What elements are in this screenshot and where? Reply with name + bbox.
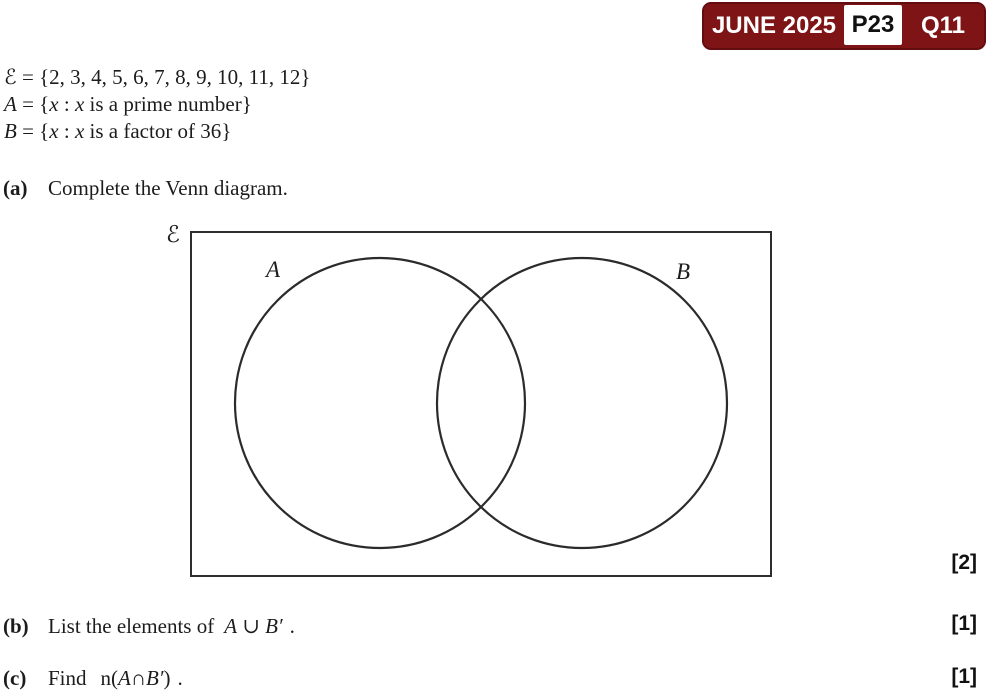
set-b-symbol: B — [4, 119, 17, 143]
set-b-complement-symbol: B′ — [265, 614, 283, 638]
cardinality-n: n — [100, 666, 112, 690]
part-b-expression — [224, 614, 282, 638]
set-a-symbol: A — [118, 666, 131, 690]
set-a-symbol: A — [224, 614, 238, 638]
open-paren: ( — [111, 666, 119, 690]
part-c-marks: [1] — [951, 665, 977, 688]
part-c-label: (c) — [3, 666, 27, 690]
set-b-description: is a factor of 36 — [89, 119, 222, 143]
period: . — [289, 614, 295, 638]
set-a-description: is a prime number — [89, 92, 242, 116]
period: . — [177, 666, 183, 690]
part-b-marks: [1] — [951, 612, 977, 635]
badge-question-number: Q11 — [920, 12, 966, 39]
question-badge — [702, 2, 986, 50]
close-paren: ) — [163, 666, 171, 690]
circle-a — [235, 258, 525, 548]
set-b-complement-symbol: B′ — [146, 666, 164, 690]
close-brace: } — [221, 119, 232, 143]
intersection-operator: ∩ — [130, 666, 147, 690]
set-definitions — [4, 64, 310, 145]
part-c-text: Find — [48, 666, 87, 690]
part-b-text: List the elements of — [48, 614, 215, 638]
union-operator: ∪ — [242, 614, 260, 638]
circle-a-label: A — [266, 257, 281, 282]
variable-x: x — [74, 92, 85, 116]
circle-b — [437, 258, 727, 548]
set-a-definition — [4, 91, 310, 118]
part-a-marks: [2] — [951, 551, 977, 574]
colon: : — [63, 92, 70, 116]
variable-x: x — [74, 119, 85, 143]
part-b-line — [3, 614, 295, 639]
universal-set-value: {2, 3, 4, 5, 6, 7, 8, 9, 10, 11, 12} — [39, 65, 311, 89]
set-a-symbol: A — [4, 92, 17, 116]
equals-sign: = — [21, 65, 34, 89]
badge-paper-code: P23 — [844, 5, 902, 45]
badge-session: JUNE 2025 — [711, 12, 837, 39]
variable-x: x — [49, 119, 59, 143]
universal-set-definition — [4, 64, 310, 91]
variable-x: x — [49, 92, 59, 116]
venn-universal-set-label: ℰ — [166, 222, 180, 248]
part-a-label: (a) — [3, 176, 28, 200]
part-b-label: (b) — [3, 614, 29, 638]
set-b-definition — [4, 118, 310, 145]
universal-set-symbol: ℰ — [4, 65, 17, 89]
part-c-line — [3, 666, 183, 691]
equals-sign: = — [22, 92, 34, 116]
open-brace: { — [39, 119, 50, 143]
colon: : — [63, 119, 70, 143]
circle-b-label: B — [676, 259, 691, 284]
equals-sign: = — [22, 119, 34, 143]
close-brace: } — [241, 92, 252, 116]
venn-diagram — [190, 231, 772, 577]
part-a-line — [3, 176, 288, 201]
part-a-text: Complete the Venn diagram. — [48, 176, 288, 200]
open-brace: { — [39, 92, 50, 116]
part-c-expression — [101, 666, 171, 690]
